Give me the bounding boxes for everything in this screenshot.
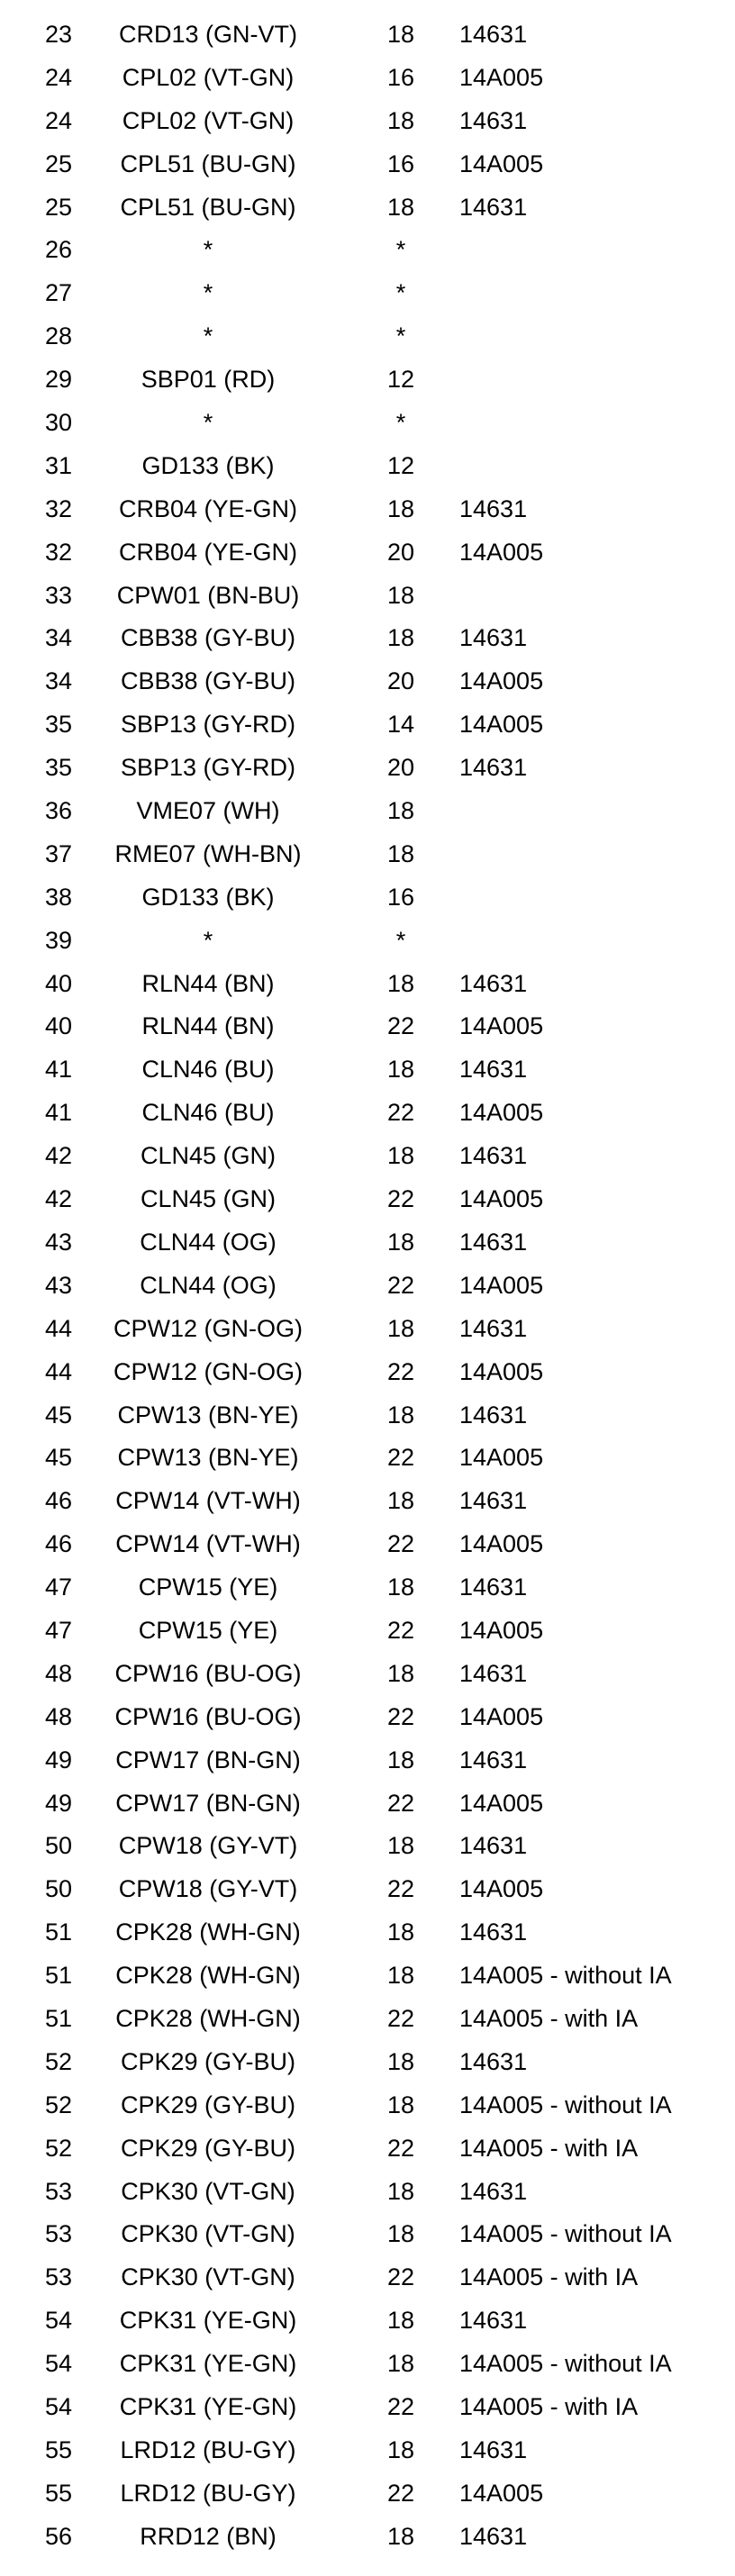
wire-gauge: 12	[386, 451, 415, 479]
wire-gauge: 20	[386, 538, 415, 566]
table-row	[0, 272, 735, 315]
pin-number: 40	[44, 1012, 72, 1040]
table-row	[0, 1955, 735, 1998]
circuit-name: CPK31 (YE-GN)	[119, 2350, 297, 2378]
wire-gauge: 18	[386, 1228, 415, 1256]
part-option: 14A005	[459, 63, 544, 91]
pin-number: 53	[44, 2263, 72, 2291]
part-option: 14A005 - with IA	[459, 2392, 639, 2420]
pin-number: 40	[44, 969, 72, 997]
pin-number: 35	[44, 754, 72, 782]
wire-gauge: 18	[386, 2307, 415, 2335]
circuit-name: LRD12 (BU-GY)	[120, 2479, 296, 2507]
connector-pinout-table	[0, 14, 735, 2559]
part-option: 14A005	[459, 1271, 544, 1299]
circuit-name: CPW18 (GY-VT)	[118, 1875, 298, 1903]
wire-gauge: 12	[386, 366, 415, 394]
pin-number: 51	[44, 2004, 72, 2032]
circuit-name: CRD13 (GN-VT)	[118, 21, 297, 48]
circuit-name: CPK29 (GY-BU)	[120, 2134, 296, 2162]
pin-number: 54	[44, 2350, 72, 2378]
wire-gauge: 18	[386, 1574, 415, 1601]
circuit-name: CLN45 (GN)	[140, 1142, 277, 1170]
pin-number: 39	[44, 926, 72, 954]
wire-gauge: *	[395, 409, 406, 437]
part-option: 14631	[459, 21, 528, 48]
circuit-name: CPW18 (GY-VT)	[118, 1832, 298, 1860]
circuit-name: RLN44 (BN)	[141, 1012, 275, 1040]
part-option: 14A005	[459, 538, 544, 566]
part-option: 14631	[459, 1228, 528, 1256]
part-option: 14631	[459, 2522, 528, 2550]
circuit-name: *	[203, 409, 213, 437]
pin-number: 38	[44, 883, 72, 911]
circuit-name: CLN45 (GN)	[140, 1185, 277, 1213]
pin-number: 45	[44, 1401, 72, 1429]
wire-gauge: 22	[386, 2392, 415, 2420]
table-row	[0, 1610, 735, 1653]
part-option: 14A005	[459, 1099, 544, 1127]
wire-gauge: 18	[386, 1918, 415, 1946]
table-row	[0, 2516, 735, 2559]
circuit-name: CPW16 (BU-OG)	[114, 1702, 302, 1730]
circuit-name: GD133 (BK)	[141, 451, 275, 479]
part-option: 14631	[459, 106, 528, 134]
pin-number: 50	[44, 1832, 72, 1860]
part-option: 14631	[459, 1401, 528, 1429]
circuit-name: *	[203, 279, 213, 307]
circuit-name: CPK30 (VT-GN)	[121, 2263, 295, 2291]
table-row	[0, 1394, 735, 1438]
part-option: 14A005	[459, 1185, 544, 1213]
circuit-name: CPK28 (WH-GN)	[115, 1918, 301, 1946]
circuit-name: *	[203, 926, 213, 954]
wire-gauge: 18	[386, 21, 415, 48]
pin-number: 44	[44, 1314, 72, 1342]
circuit-name: VME07 (WH)	[136, 797, 280, 825]
table-row	[0, 2343, 735, 2386]
wire-gauge: 22	[386, 1185, 415, 1213]
part-option: 14631	[459, 2435, 528, 2463]
wire-gauge: 16	[386, 63, 415, 91]
wire-gauge: 22	[386, 1875, 415, 1903]
table-row	[0, 2084, 735, 2127]
wire-gauge: 18	[386, 839, 415, 867]
part-option: 14631	[459, 1746, 528, 1773]
table-row	[0, 2213, 735, 2256]
table-row	[0, 2472, 735, 2516]
part-option: 14631	[459, 1487, 528, 1515]
wire-gauge: 22	[386, 1357, 415, 1385]
circuit-name: CPW17 (BN-GN)	[115, 1789, 301, 1817]
table-row	[0, 1523, 735, 1566]
table-row	[0, 402, 735, 445]
pin-number: 52	[44, 2091, 72, 2118]
table-row	[0, 1739, 735, 1782]
table-row	[0, 1048, 735, 1092]
table-row	[0, 833, 735, 876]
table-row	[0, 747, 735, 790]
part-option: 14631	[459, 2177, 528, 2205]
part-option: 14A005	[459, 1012, 544, 1040]
wire-gauge: 22	[386, 2479, 415, 2507]
wire-gauge: 18	[386, 193, 415, 221]
part-option: 14631	[459, 1142, 528, 1170]
wire-gauge: *	[395, 926, 406, 954]
part-option: 14A005	[459, 667, 544, 695]
pin-number: 48	[44, 1702, 72, 1730]
wire-gauge: 22	[386, 1702, 415, 1730]
pin-number: 48	[44, 1659, 72, 1687]
pin-number: 34	[44, 667, 72, 695]
circuit-name: CPK29 (GY-BU)	[120, 2047, 296, 2075]
part-option: 14A005	[459, 711, 544, 739]
table-row	[0, 703, 735, 747]
pin-number: 46	[44, 1530, 72, 1558]
table-row	[0, 617, 735, 660]
wire-gauge: 18	[386, 1401, 415, 1429]
part-option: 14631	[459, 1574, 528, 1601]
table-row	[0, 1265, 735, 1308]
part-option: 14A005	[459, 2479, 544, 2507]
table-row	[0, 358, 735, 402]
part-option: 14A005 - without IA	[459, 2350, 672, 2378]
pin-number: 41	[44, 1099, 72, 1127]
pin-number: 26	[44, 236, 72, 264]
table-row	[0, 1998, 735, 2041]
pin-number: 49	[44, 1746, 72, 1773]
circuit-name: CPL51 (BU-GN)	[120, 193, 296, 221]
table-row	[0, 2299, 735, 2343]
wire-gauge: 18	[386, 1056, 415, 1084]
part-option: 14631	[459, 2047, 528, 2075]
table-row	[0, 1308, 735, 1351]
part-option: 14631	[459, 1659, 528, 1687]
wire-gauge: 18	[386, 1746, 415, 1773]
wire-gauge: 22	[386, 1012, 415, 1040]
wire-gauge: 16	[386, 150, 415, 177]
circuit-name: CPW17 (BN-GN)	[115, 1746, 301, 1773]
table-row	[0, 445, 735, 488]
circuit-name: CPW13 (BN-YE)	[117, 1444, 299, 1472]
table-row	[0, 57, 735, 100]
circuit-name: CPK28 (WH-GN)	[115, 2004, 301, 2032]
pin-number: 52	[44, 2134, 72, 2162]
table-row	[0, 1653, 735, 1696]
part-option: 14A005	[459, 1530, 544, 1558]
circuit-name: CRB04 (YE-GN)	[118, 494, 298, 522]
wire-gauge: 18	[386, 1142, 415, 1170]
circuit-name: SBP13 (GY-RD)	[120, 711, 296, 739]
circuit-name: CPK31 (YE-GN)	[119, 2307, 297, 2335]
wire-gauge: 18	[386, 2091, 415, 2118]
table-row	[0, 1825, 735, 1868]
pin-number: 23	[44, 21, 72, 48]
circuit-name: CRB04 (YE-GN)	[118, 538, 298, 566]
circuit-name: GD133 (BK)	[141, 883, 275, 911]
circuit-name: *	[203, 236, 213, 264]
table-row	[0, 315, 735, 358]
part-option: 14631	[459, 2307, 528, 2335]
circuit-name: CPW16 (BU-OG)	[114, 1659, 302, 1687]
circuit-name: CPL02 (VT-GN)	[122, 106, 295, 134]
table-row	[0, 1092, 735, 1135]
wire-gauge: 18	[386, 797, 415, 825]
circuit-name: CPK28 (WH-GN)	[115, 1962, 301, 1990]
table-row	[0, 963, 735, 1006]
part-option: 14A005	[459, 1702, 544, 1730]
circuit-name: CPL51 (BU-GN)	[120, 150, 296, 177]
part-option: 14631	[459, 969, 528, 997]
pin-number: 47	[44, 1574, 72, 1601]
table-row	[0, 488, 735, 531]
part-option: 14631	[459, 494, 528, 522]
circuit-name: SBP01 (RD)	[141, 366, 276, 394]
table-row	[0, 1480, 735, 1523]
circuit-name: CPK30 (VT-GN)	[121, 2220, 295, 2248]
table-row	[0, 229, 735, 272]
circuit-name: RRD12 (BN)	[140, 2522, 277, 2550]
table-row	[0, 1437, 735, 1480]
wire-gauge: 20	[386, 754, 415, 782]
pin-number: 35	[44, 711, 72, 739]
wire-gauge: 22	[386, 1789, 415, 1817]
table-row	[0, 1005, 735, 1048]
pin-number: 55	[44, 2435, 72, 2463]
part-option: 14A005 - without IA	[459, 1962, 672, 1990]
circuit-name: RLN44 (BN)	[141, 969, 275, 997]
wire-gauge: 18	[386, 1962, 415, 1990]
wire-gauge: *	[395, 322, 406, 350]
pin-number: 25	[44, 150, 72, 177]
wire-gauge: 18	[386, 2220, 415, 2248]
table-row	[0, 1351, 735, 1394]
table-row	[0, 143, 735, 186]
wire-gauge: 16	[386, 883, 415, 911]
wire-gauge: 22	[386, 1530, 415, 1558]
pin-number: 45	[44, 1444, 72, 1472]
part-option: 14A005 - with IA	[459, 2004, 639, 2032]
wire-gauge: 22	[386, 1444, 415, 1472]
circuit-name: CPW14 (VT-WH)	[115, 1530, 301, 1558]
circuit-name: CBB38 (GY-BU)	[120, 667, 296, 695]
pin-number: 50	[44, 1875, 72, 1903]
part-option: 14A005	[459, 1616, 544, 1644]
table-row	[0, 531, 735, 575]
circuit-name: CPW12 (GN-OG)	[113, 1314, 303, 1342]
pin-number: 32	[44, 538, 72, 566]
part-option: 14631	[459, 1832, 528, 1860]
pin-number: 28	[44, 322, 72, 350]
pin-number: 29	[44, 366, 72, 394]
part-option: 14631	[459, 754, 528, 782]
pin-number: 24	[44, 106, 72, 134]
pin-number: 30	[44, 409, 72, 437]
wire-gauge: 18	[386, 1832, 415, 1860]
pin-number: 42	[44, 1185, 72, 1213]
wire-gauge: 22	[386, 2263, 415, 2291]
circuit-name: CPW15 (YE)	[138, 1616, 278, 1644]
table-row	[0, 2127, 735, 2171]
table-row	[0, 2429, 735, 2472]
pin-number: 36	[44, 797, 72, 825]
wire-gauge: *	[395, 236, 406, 264]
pin-number: 33	[44, 581, 72, 609]
part-option: 14A005	[459, 1444, 544, 1472]
circuit-name: CLN44 (OG)	[140, 1271, 277, 1299]
wire-gauge: 22	[386, 1271, 415, 1299]
part-option: 14631	[459, 193, 528, 221]
wire-gauge: 18	[386, 2047, 415, 2075]
circuit-name: CLN44 (OG)	[140, 1228, 277, 1256]
part-option: 14A005 - without IA	[459, 2091, 672, 2118]
part-option: 14631	[459, 1314, 528, 1342]
table-row	[0, 1696, 735, 1739]
circuit-name: CLN46 (BU)	[141, 1056, 275, 1084]
table-row	[0, 1566, 735, 1610]
pin-number: 51	[44, 1962, 72, 1990]
wire-gauge: 22	[386, 2134, 415, 2162]
table-row	[0, 1135, 735, 1178]
table-row	[0, 876, 735, 920]
part-option: 14A005	[459, 1357, 544, 1385]
table-row	[0, 2256, 735, 2299]
circuit-name: RME07 (WH-BN)	[114, 839, 302, 867]
circuit-name: CPW13 (BN-YE)	[117, 1401, 299, 1429]
wire-gauge: 18	[386, 581, 415, 609]
pin-number: 32	[44, 494, 72, 522]
pin-number: 52	[44, 2047, 72, 2075]
wire-gauge: 22	[386, 1616, 415, 1644]
pin-number: 43	[44, 1228, 72, 1256]
table-row	[0, 2386, 735, 2429]
wire-gauge: 22	[386, 2004, 415, 2032]
wire-gauge: 14	[386, 711, 415, 739]
part-option: 14A005 - without IA	[459, 2220, 672, 2248]
circuit-name: SBP13 (GY-RD)	[120, 754, 296, 782]
pin-number: 31	[44, 451, 72, 479]
pin-number: 46	[44, 1487, 72, 1515]
circuit-name: *	[203, 322, 213, 350]
table-row	[0, 186, 735, 230]
wire-gauge: 20	[386, 667, 415, 695]
circuit-name: CPW14 (VT-WH)	[115, 1487, 301, 1515]
circuit-name: CPW15 (YE)	[138, 1574, 278, 1601]
circuit-name: CPK30 (VT-GN)	[121, 2177, 295, 2205]
table-row	[0, 2041, 735, 2084]
pin-number: 42	[44, 1142, 72, 1170]
table-row	[0, 1911, 735, 1955]
pin-number: 25	[44, 193, 72, 221]
table-row	[0, 2171, 735, 2214]
part-option: 14631	[459, 1056, 528, 1084]
circuit-name: CPK29 (GY-BU)	[120, 2091, 296, 2118]
pin-number: 44	[44, 1357, 72, 1385]
pin-number: 56	[44, 2522, 72, 2550]
pin-number: 51	[44, 1918, 72, 1946]
circuit-name: CPL02 (VT-GN)	[122, 63, 295, 91]
wire-gauge: 18	[386, 106, 415, 134]
table-row	[0, 660, 735, 703]
pin-number: 41	[44, 1056, 72, 1084]
part-option: 14A005	[459, 1875, 544, 1903]
circuit-name: CPK31 (YE-GN)	[119, 2392, 297, 2420]
pin-number: 55	[44, 2479, 72, 2507]
wire-gauge: 18	[386, 2522, 415, 2550]
circuit-name: LRD12 (BU-GY)	[120, 2435, 296, 2463]
pin-number: 54	[44, 2307, 72, 2335]
circuit-name: CBB38 (GY-BU)	[120, 624, 296, 652]
pin-number: 24	[44, 63, 72, 91]
part-option: 14A005 - with IA	[459, 2134, 639, 2162]
wire-gauge: 18	[386, 624, 415, 652]
wire-gauge: 18	[386, 969, 415, 997]
pin-number: 43	[44, 1271, 72, 1299]
wire-gauge: 18	[386, 2435, 415, 2463]
pin-number: 37	[44, 839, 72, 867]
part-option: 14631	[459, 624, 528, 652]
pin-number: 54	[44, 2392, 72, 2420]
wire-gauge: 22	[386, 1099, 415, 1127]
wire-gauge: 18	[386, 1659, 415, 1687]
table-row	[0, 1178, 735, 1221]
table-row	[0, 920, 735, 963]
wire-gauge: 18	[386, 1314, 415, 1342]
pin-number: 49	[44, 1789, 72, 1817]
pin-number: 53	[44, 2220, 72, 2248]
pin-number: 53	[44, 2177, 72, 2205]
part-option: 14631	[459, 1918, 528, 1946]
circuit-name: CLN46 (BU)	[141, 1099, 275, 1127]
table-row	[0, 100, 735, 143]
pin-number: 47	[44, 1616, 72, 1644]
part-option: 14A005	[459, 150, 544, 177]
part-option: 14A005	[459, 1789, 544, 1817]
pin-number: 34	[44, 624, 72, 652]
wire-gauge: 18	[386, 2177, 415, 2205]
pin-number: 27	[44, 279, 72, 307]
circuit-name: CPW12 (GN-OG)	[113, 1357, 303, 1385]
table-row	[0, 14, 735, 57]
wire-gauge: 18	[386, 2350, 415, 2378]
wire-gauge: 18	[386, 494, 415, 522]
part-option: 14A005 - with IA	[459, 2263, 639, 2291]
circuit-name: CPW01 (BN-BU)	[116, 581, 300, 609]
table-row	[0, 575, 735, 618]
table-row	[0, 790, 735, 833]
wire-gauge: 18	[386, 1487, 415, 1515]
table-row	[0, 1221, 735, 1265]
wire-gauge: *	[395, 279, 406, 307]
table-row	[0, 1782, 735, 1826]
table-row	[0, 1868, 735, 1911]
